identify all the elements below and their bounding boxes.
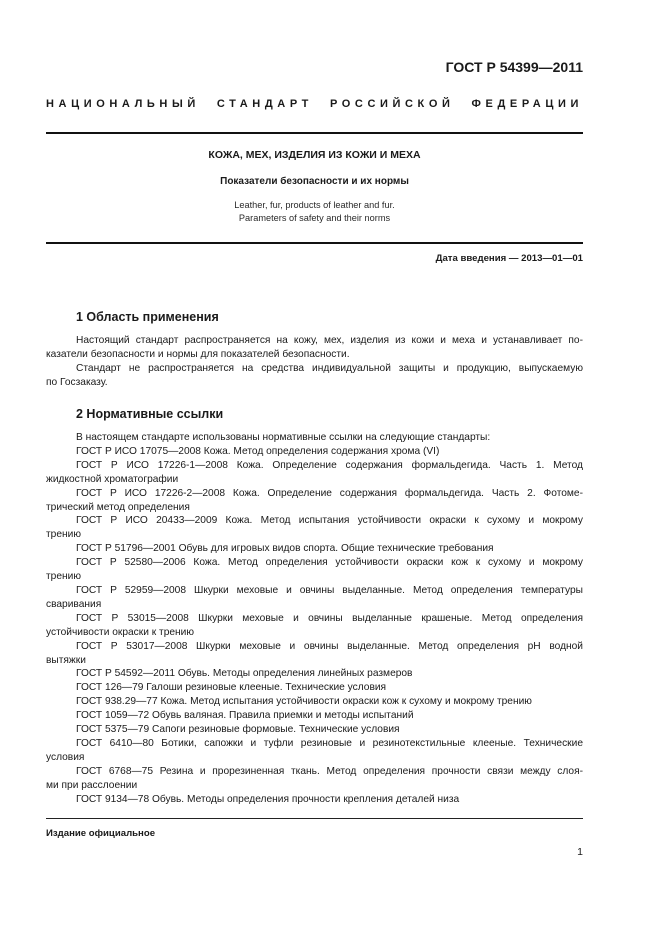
standard-title: КОЖА, МЕХ, ИЗДЕЛИЯ ИЗ КОЖИ И МЕХА: [208, 149, 421, 161]
english-title: [46, 199, 583, 225]
header-divider: [46, 132, 583, 134]
reference-item: ГОСТ 6410—80 Ботики, сапожки и туфли резиновые и резинотекстильные клееные. Технические: [76, 737, 583, 749]
reference-item: ГОСТ Р 52959—2008 Шкурки меховые и овчины выделанные. Метод определения температуры: [76, 584, 583, 596]
gost-number: ГОСТ Р 54399—2011: [445, 59, 583, 75]
reference-item-cont: ми при расслоении: [46, 779, 138, 791]
reference-item-cont: условия: [46, 751, 85, 763]
reference-item: ГОСТ Р ИСО 20433—2009 Кожа. Метод испытания устойчивости окраски к сухому и мокрому: [76, 515, 583, 527]
text-line: Настоящий стандарт распространяется на кожу, мех, изделия из кожи и меха и устанавливает по-: [76, 335, 583, 346]
reference-item: ГОСТ Р 53015—2008 Шкурки меховые и овчины выделанные крашеные. Метод определения: [76, 612, 583, 624]
reference-item-cont: трению: [46, 529, 81, 541]
reference-item-cont: трический метод определения: [46, 501, 190, 513]
reference-item-cont: трению: [46, 571, 81, 583]
reference-item: ГОСТ Р 51796—2001 Обувь для игровых видов спорта. Общие технические требования: [76, 543, 494, 555]
reference-item: ГОСТ Р 53017—2008 Шкурки меховые и овчины выделанные. Метод определения pH водной: [76, 640, 583, 652]
normative-references-list: [46, 431, 583, 806]
national-standard-banner: НАЦИОНАЛЬНЫЙ СТАНДАРТ РОССИЙСКОЙ ФЕДЕРАЦИИ: [46, 98, 583, 110]
reference-item: ГОСТ 938.29—77 Кожа. Метод испытания устойчивости окраски кож к сухому и мокрому трению: [76, 696, 532, 708]
reference-item: ГОСТ Р ИСО 17226-2—2008 Кожа. Определение содержания формальдегида. Часть 2. Фотоме-: [76, 487, 583, 499]
standard-subtitle: Показатели безопасности и их нормы: [220, 176, 409, 187]
reference-item: ГОСТ Р ИСО 17226-1—2008 Кожа. Определение содержания формальдегида. Часть 1. Метод: [76, 459, 583, 471]
text-line: по Госзаказу.: [46, 377, 108, 388]
reference-item: ГОСТ Р 52580—2006 Кожа. Метод определения устойчивости окраски кож к сухому и мокрому: [76, 557, 583, 569]
section-2-heading: 2 Нормативные ссылки: [76, 407, 224, 421]
reference-item: ГОСТ 9134—78 Обувь. Методы определения прочности крепления деталей низа: [76, 793, 460, 805]
reference-item-cont: сваривания: [46, 598, 102, 610]
reference-item: ГОСТ 1059—72 Обувь валяная. Правила приемки и методы испытаний: [76, 710, 414, 722]
reference-item-cont: вытяжки: [46, 654, 86, 666]
reference-item: ГОСТ 5375—79 Сапоги резиновые формовые. Технические условия: [76, 724, 400, 736]
reference-item: ГОСТ 126—79 Галоши резиновые клееные. Технические условия: [76, 682, 387, 694]
footer-divider: [46, 818, 583, 819]
reference-item: ГОСТ Р 54592—2011 Обувь. Методы определения линейных размеров: [76, 668, 413, 680]
english-title-line-1: Leather, fur, products of leather and fur.: [234, 200, 395, 210]
reference-item-cont: устойчивости окраски к трению: [46, 626, 194, 638]
title-divider: [46, 242, 583, 244]
reference-item: ГОСТ Р ИСО 17075—2008 Кожа. Метод определения содержания хрома (VI): [76, 445, 440, 457]
section-1-body: [46, 334, 583, 390]
english-title-line-2: Parameters of safety and their norms: [238, 213, 391, 223]
text-line: Стандарт не распространяется на средства индивидуальной защиты и продукцию, выпускаемую: [76, 363, 583, 374]
text-line: В настоящем стандарте использованы нормативные ссылки на следующие стандарты:: [76, 432, 491, 443]
official-edition-note: Издание официальное: [46, 828, 156, 839]
reference-item: ГОСТ 6768—75 Резина и прорезиненная ткань. Метод определения прочности связи между слоя-: [76, 765, 583, 777]
section-1-heading: 1 Область применения: [76, 310, 219, 324]
page-number: 1: [577, 846, 583, 858]
reference-item-cont: жидкостной хроматографии: [46, 473, 179, 485]
introduction-date: Дата введения — 2013—01—01: [435, 253, 583, 264]
text-line: казатели безопасности и нормы для показателей безопасности.: [46, 349, 350, 360]
